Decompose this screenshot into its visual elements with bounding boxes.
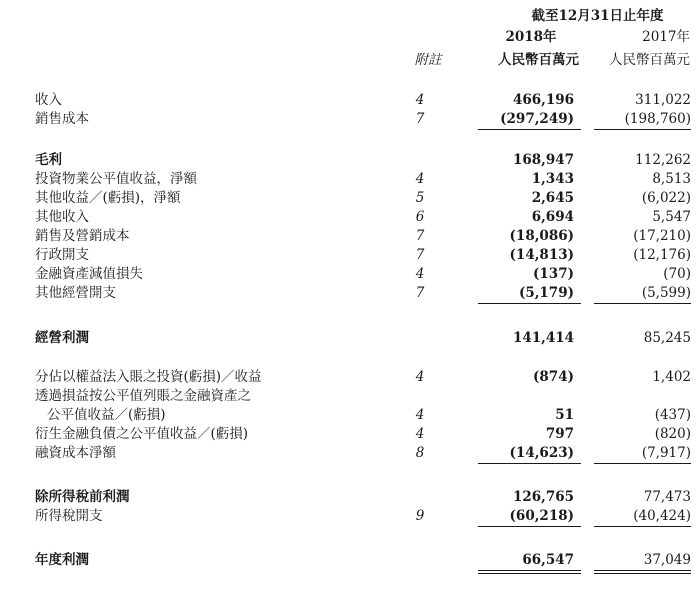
row-value-2018: (5,179): [518, 285, 574, 301]
row-value-2018: 51: [555, 407, 574, 423]
row-note: 6: [415, 209, 425, 225]
row-label-selling-marketing: 銷售及營銷成本: [35, 228, 130, 244]
total-double-rule: [594, 570, 691, 574]
row-value-2018: 1,343: [531, 171, 574, 187]
row-note: 8: [415, 445, 425, 461]
row-note: 5: [415, 190, 425, 206]
row-value-2017: (40,424): [633, 508, 691, 524]
row-label-derivative-liabilities: 衍生金融負債之公平值收益／(虧損): [35, 426, 249, 442]
row-note: 7: [415, 228, 425, 244]
row-note: 4: [415, 266, 425, 282]
currency-2018-header: 人民幣百萬元: [498, 52, 579, 68]
row-label-admin-expenses: 行政開支: [35, 247, 89, 263]
row-value-2018: (60,218): [509, 508, 574, 524]
subtotal-rule: [478, 526, 581, 527]
row-label-profit-for-year: 年度利潤: [35, 552, 89, 568]
row-value-2017: (5,599): [641, 285, 691, 301]
row-label-revenue: 收入: [35, 92, 62, 108]
row-value-2017: (17,210): [633, 228, 691, 244]
row-value-2018: (14,813): [509, 247, 574, 263]
subtotal-rule: [594, 526, 691, 527]
row-value-2017: 5,547: [652, 209, 691, 225]
row-value-2017: 77,473: [643, 489, 691, 505]
subtotal-rule: [594, 129, 691, 130]
row-value-2017: 1,402: [652, 369, 691, 385]
subtotal-rule: [594, 463, 691, 464]
row-note: 7: [415, 285, 425, 301]
row-value-2018: 797: [545, 426, 574, 442]
row-label-investment-property-gains: 投資物業公平值收益，淨額: [35, 171, 197, 187]
row-label-other-operating-expenses: 其他經營開支: [35, 285, 116, 301]
year-2017-header: 2017年: [642, 29, 690, 45]
row-value-2017: (820): [654, 426, 691, 442]
row-label-net-finance-costs: 融資成本淨額: [35, 445, 116, 461]
subtotal-rule: [594, 303, 691, 304]
row-value-2017: (437): [654, 407, 691, 423]
row-label-operating-profit: 經營利潤: [35, 330, 89, 346]
total-double-rule: [478, 570, 581, 574]
row-note: 4: [415, 92, 425, 108]
row-label-share-of-equity-investments: 分佔以權益法入賬之投資(虧損)／收益: [35, 369, 262, 385]
row-label-other-gains-losses: 其他收益／(虧損)，淨額: [35, 190, 181, 206]
row-value-2018: 66,547: [522, 552, 574, 568]
year-2018-header: 2018年: [505, 29, 557, 45]
row-note: 7: [415, 247, 425, 263]
row-label-impairment: 金融資產減值損失: [35, 266, 143, 282]
row-note: 4: [415, 171, 425, 187]
period-header: 截至12月31日止年度: [531, 8, 664, 24]
row-label-other-income: 其他收入: [35, 209, 89, 225]
row-value-2018: 141,414: [512, 330, 574, 346]
row-value-2017: 311,022: [635, 92, 691, 108]
subtotal-rule: [478, 129, 581, 130]
row-value-2018: 6,694: [531, 209, 574, 225]
row-value-2017: (70): [663, 266, 691, 282]
row-label-income-tax: 所得稅開支: [35, 508, 103, 524]
row-value-2017: 37,049: [643, 552, 691, 568]
row-value-2018: (14,623): [509, 445, 574, 461]
row-label-fvtpl-gains-losses: 公平值收益／(虧損): [47, 407, 166, 423]
row-note: 4: [415, 426, 425, 442]
subtotal-rule: [478, 303, 581, 304]
row-label-fvtpl-financial-assets: 透過損益按公平值列賬之金融資產之: [35, 388, 251, 404]
row-label-profit-before-tax: 除所得稅前利潤: [35, 489, 130, 505]
row-value-2018: 168,947: [512, 152, 574, 168]
row-value-2018: 466,196: [512, 92, 574, 108]
row-value-2017: 8,513: [652, 171, 691, 187]
row-value-2018: 2,645: [531, 190, 574, 206]
row-value-2017: 112,262: [635, 152, 691, 168]
note-column-header: 附註: [414, 52, 442, 68]
subtotal-rule: [478, 463, 581, 464]
row-value-2018: (874): [533, 369, 574, 385]
row-value-2018: (18,086): [509, 228, 574, 244]
row-value-2017: (198,760): [624, 111, 691, 127]
row-value-2017: (7,917): [641, 445, 691, 461]
row-note: 9: [415, 508, 425, 524]
row-note: 7: [415, 111, 425, 127]
row-label-cost-of-sales: 銷售成本: [35, 111, 89, 127]
row-label-gross-profit: 毛利: [35, 152, 62, 168]
row-note: 4: [415, 407, 425, 423]
row-value-2017: 85,245: [643, 330, 691, 346]
row-value-2018: (137): [533, 266, 574, 282]
row-value-2018: 126,765: [512, 489, 574, 505]
row-note: 4: [415, 369, 425, 385]
row-value-2018: (297,249): [500, 111, 574, 127]
row-value-2017: (6,022): [641, 190, 691, 206]
currency-2017-header: 人民幣百萬元: [609, 52, 690, 68]
row-value-2017: (12,176): [633, 247, 691, 263]
